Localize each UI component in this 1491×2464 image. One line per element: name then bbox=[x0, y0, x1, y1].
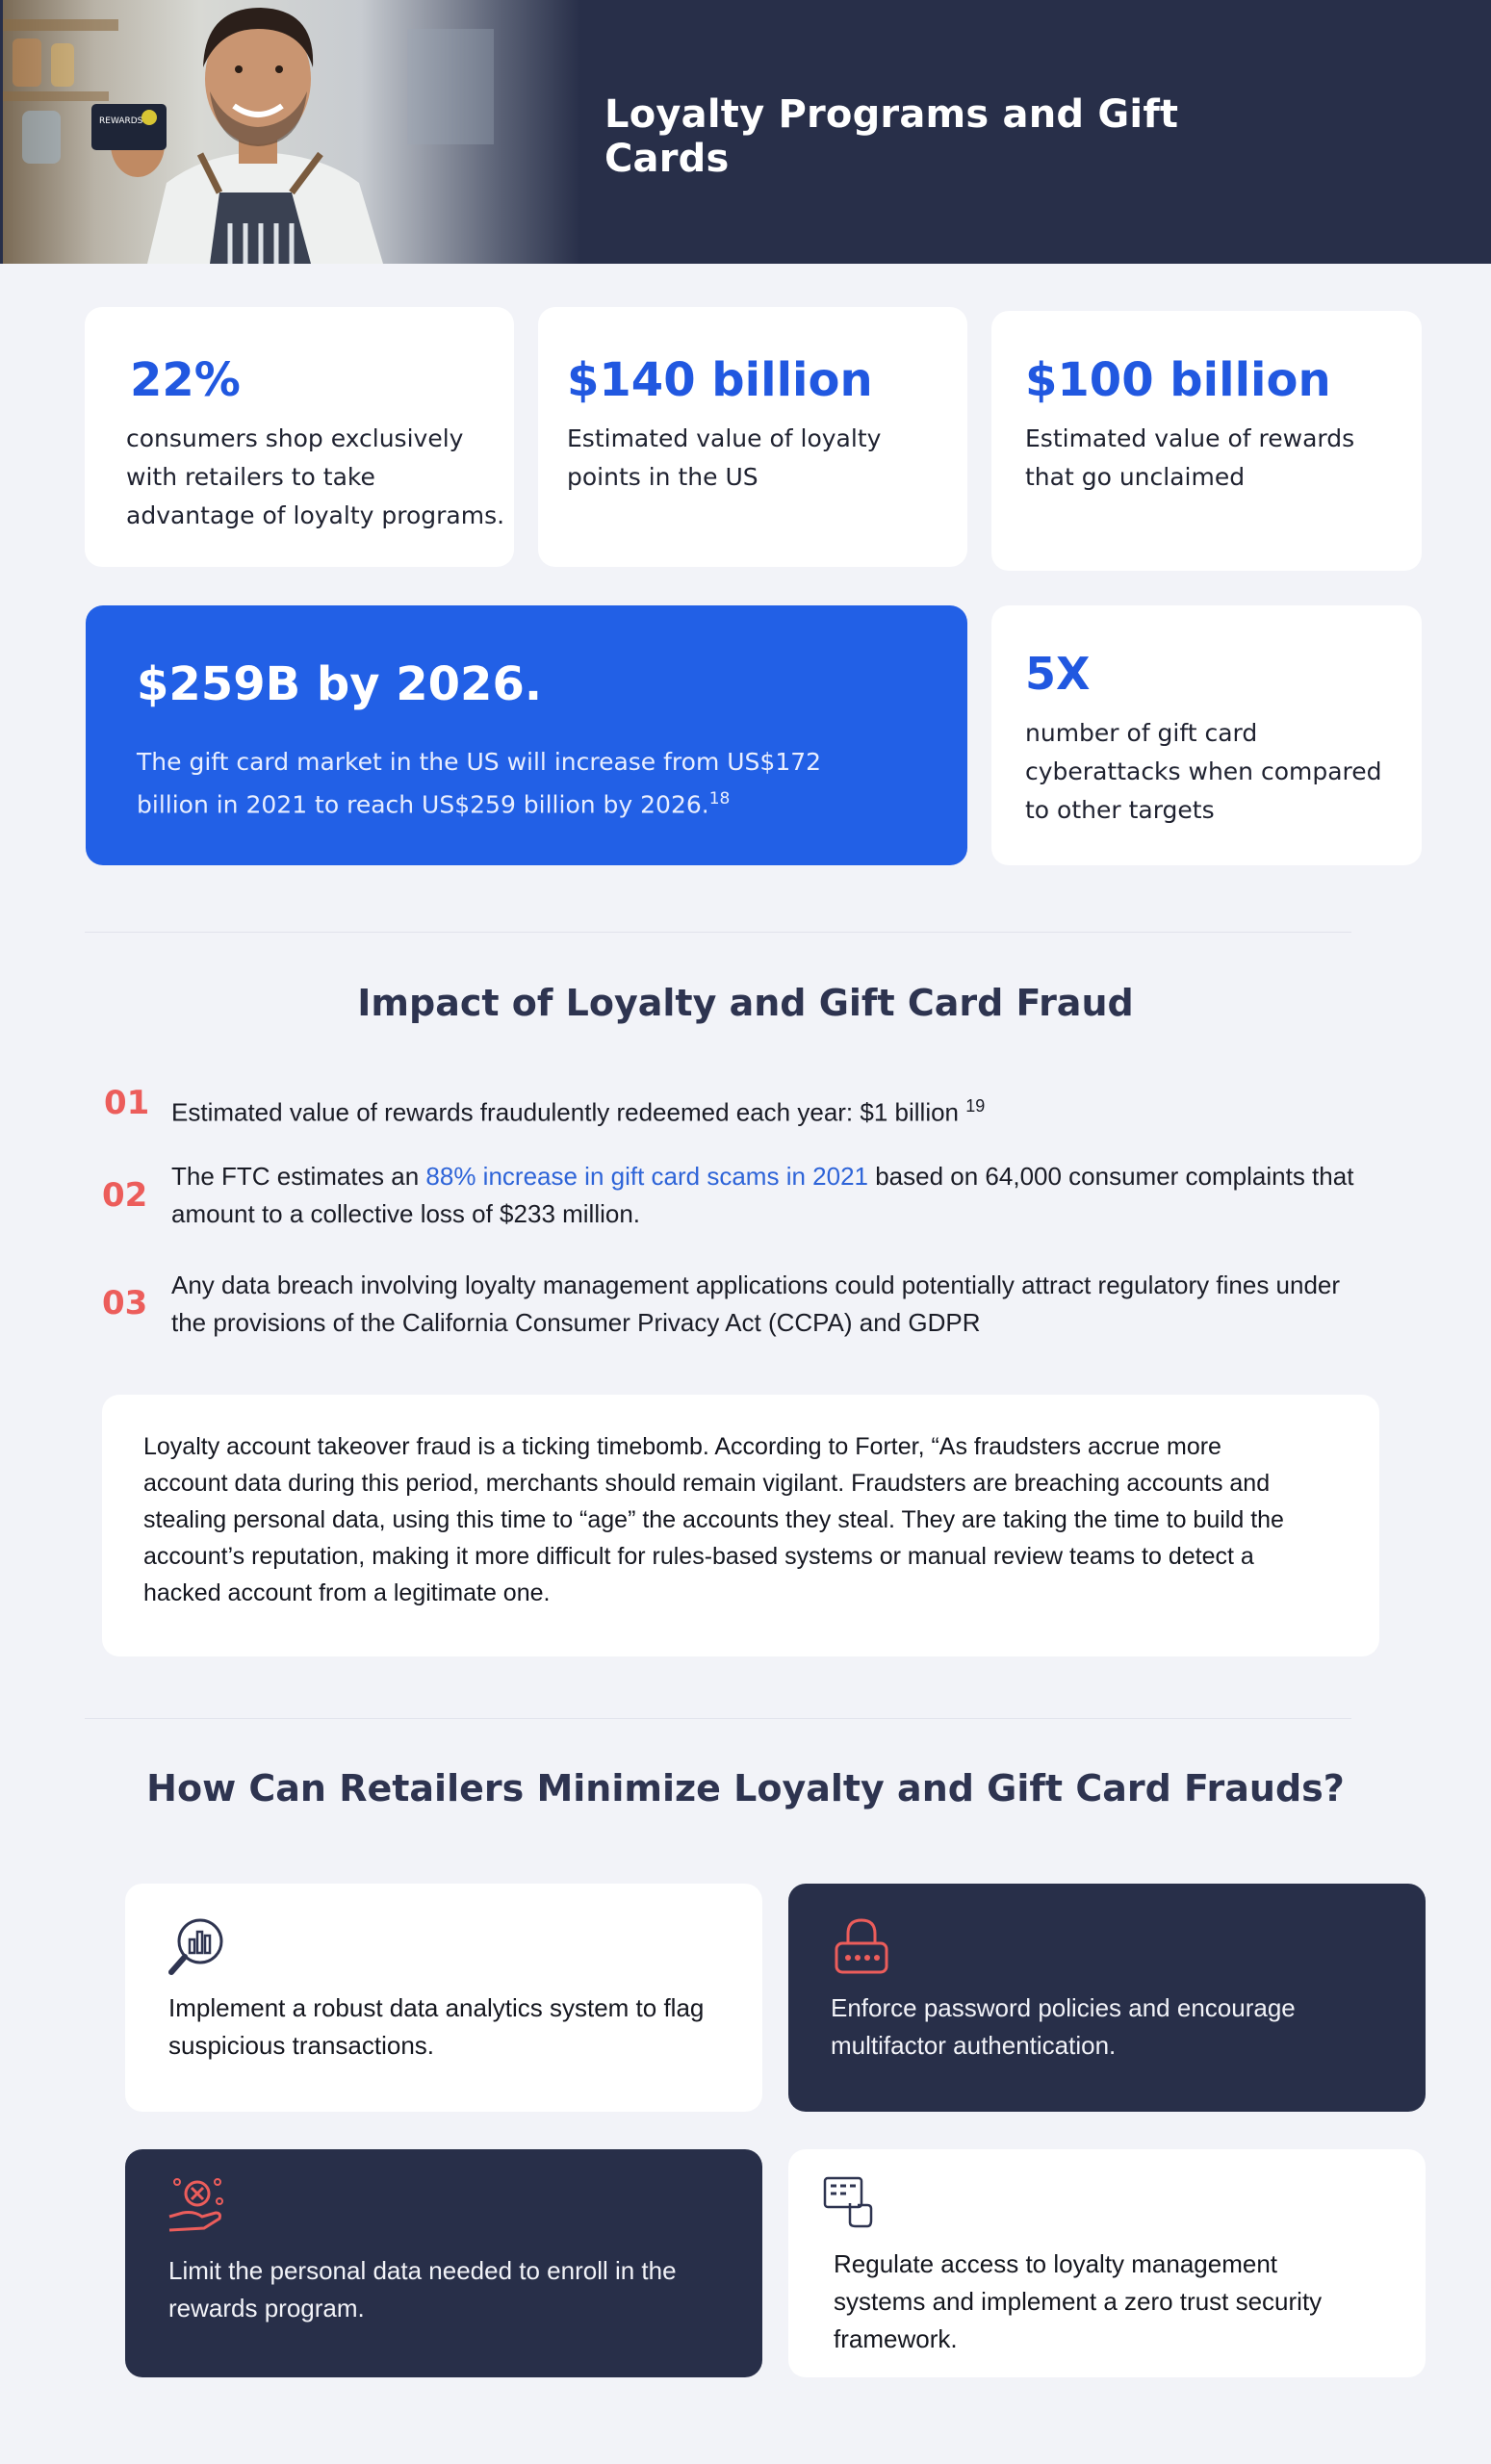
stat-card-100-billion bbox=[991, 311, 1422, 571]
password-lock-icon bbox=[831, 1914, 892, 1978]
tip-text: Limit the personal data needed to enroll in the rewards program. bbox=[168, 2256, 677, 2323]
stat-value: 5X bbox=[1025, 648, 1091, 700]
shop-owner-illustration bbox=[3, 0, 580, 264]
tip-card-personal-data bbox=[125, 2149, 762, 2377]
tip-card-analytics bbox=[125, 1884, 762, 2112]
section-divider bbox=[85, 1718, 1351, 1719]
svg-text:REWARDS: REWARDS bbox=[99, 116, 143, 126]
tip-text: Regulate access to loyalty management systems and implement a zero trust security framework. bbox=[834, 2249, 1323, 2353]
footnote-19: 19 bbox=[965, 1096, 986, 1116]
tip-card-password bbox=[788, 1884, 1426, 2112]
footnote-18: 18 bbox=[708, 789, 731, 808]
ftc-scam-stat-link[interactable]: 88% increase in gift card scams in 2021 bbox=[425, 1162, 868, 1191]
highlight-value: $259B by 2026. bbox=[137, 657, 543, 711]
gift-card-market-highlight bbox=[86, 605, 967, 865]
stat-card-140-billion bbox=[538, 307, 967, 567]
forter-quote-card bbox=[102, 1395, 1379, 1656]
stat-value: $100 billion bbox=[1025, 353, 1331, 407]
page-title: Loyalty Programs and Gift Cards bbox=[604, 92, 1179, 181]
access-card-icon bbox=[821, 2174, 875, 2230]
point-number-01: 01 bbox=[104, 1084, 150, 1122]
section-divider bbox=[85, 932, 1351, 933]
stat-description: Estimated value of loyalty points in the US bbox=[567, 424, 882, 491]
tips-section-title: How Can Retailers Minimize Loyalty and Gift Card Frauds? bbox=[146, 1767, 1345, 1810]
analytics-magnifier-icon bbox=[166, 1914, 229, 1978]
header-banner bbox=[0, 0, 1491, 264]
impact-point-01: Estimated value of rewards fraudulently redeemed each year: $1 billion $^{19}$ bbox=[171, 1096, 986, 1127]
stat-description: Estimated value of rewards that go unclaimed bbox=[1025, 424, 1355, 491]
stat-card-5x bbox=[991, 605, 1422, 865]
point-number-02: 02 bbox=[102, 1176, 148, 1215]
stat-value: 22% bbox=[130, 353, 241, 407]
tip-text: Implement a robust data analytics system to flag suspicious transactions. bbox=[168, 1993, 705, 2060]
tip-text: Enforce password policies and encourage multifactor authentication. bbox=[831, 1993, 1296, 2060]
impact-point-03: Any data breach involving loyalty management applications could potentially attract regulatory fines under the provisions of the California Consumer Privacy Act (CCPA) and GDPR bbox=[171, 1270, 1341, 1337]
impact-section-title: Impact of Loyalty and Gift Card Fraud bbox=[357, 982, 1134, 1024]
impact-point-02: The FTC estimates an 88% increase in gift card scams in 2021 based on 64,000 consumer complaints that amount to a collective loss of $233 million. bbox=[171, 1162, 1354, 1228]
stat-value: $140 billion bbox=[567, 353, 873, 407]
stat-description: consumers shop exclusively with retailers to take advantage of loyalty programs. bbox=[126, 424, 505, 529]
hero-photo bbox=[3, 0, 580, 264]
stat-description: number of gift card cyberattacks when compared to other targets bbox=[1025, 719, 1382, 824]
highlight-description: The gift card market in the US will increase from US$172 billion in 2021 to reach US$259 billion by 2026.18 bbox=[137, 748, 822, 819]
forter-quote: Loyalty account takeover fraud is a ticking timebomb. According to Forter, “As fraudsters accrue more account data during this period, merchants should remain vigilant. Fraudsters are breaching accounts and stealing personal data, using this time to “age” the accounts they steal. They are taking the time to build the account’s reputation, making it more difficult for rules-based systems or manual review teams to detect a hacked account from a legitimate one. bbox=[143, 1433, 1284, 1606]
stat-card-22-percent bbox=[85, 307, 514, 567]
tip-card-access bbox=[788, 2149, 1426, 2377]
data-hand-icon bbox=[166, 2174, 229, 2234]
point-number-03: 03 bbox=[102, 1284, 148, 1322]
